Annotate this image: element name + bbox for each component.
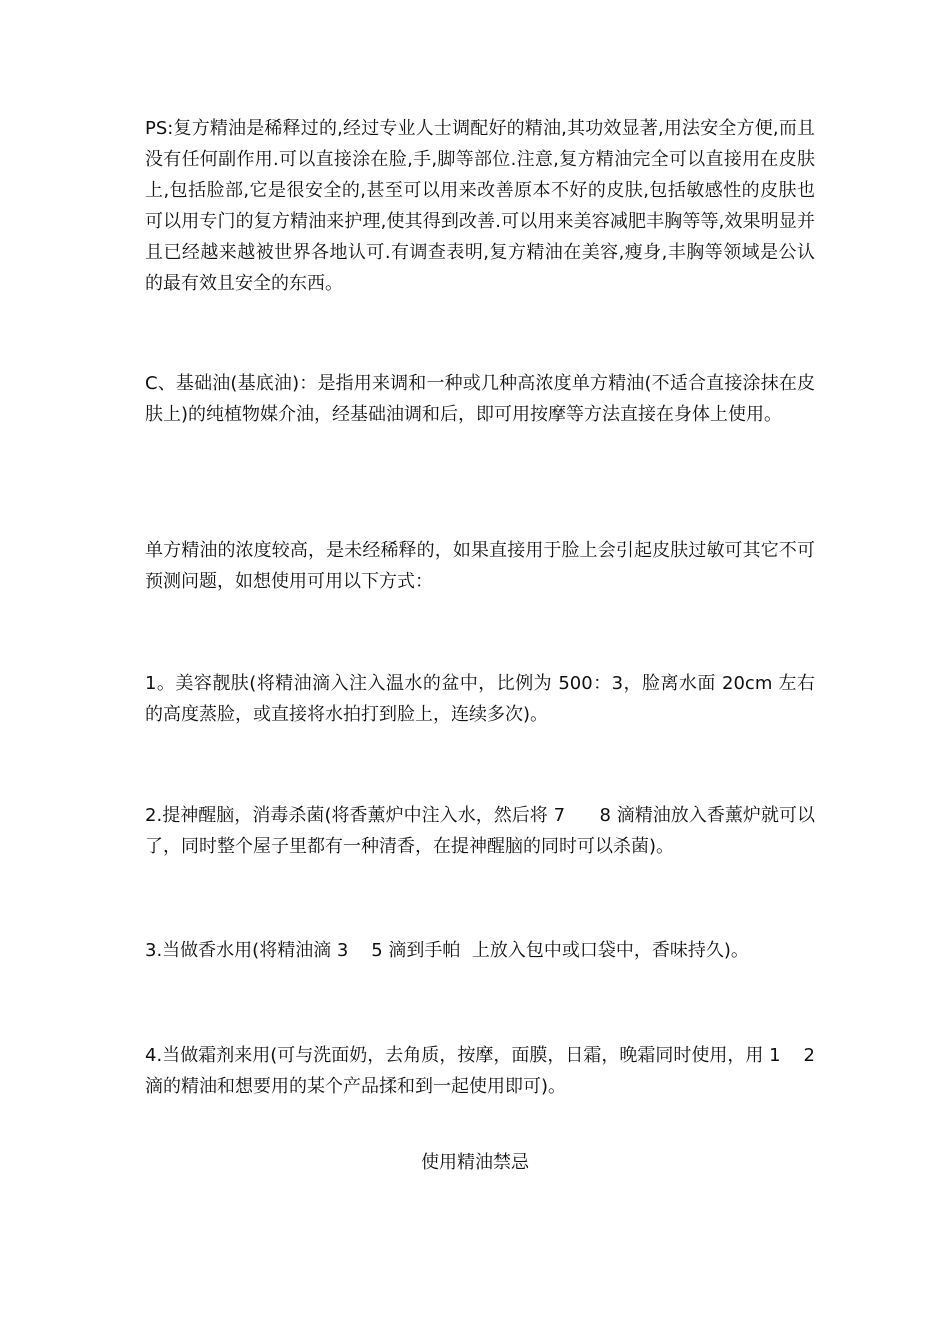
paragraph-compound-oil: PS:复方精油是稀释过的,经过专业人士调配好的精油,其功效显著,用法安全方便,而且没有任何副作用.可以直接涂在脸,手,脚等部位.注意,复方精油完全可以直接用在皮肤上,包括脸部,它是很安全的,甚至可以用来改善原本不好的皮肤,包括敏感性的皮肤也可以用专门的复方精油来护理,使其得到改善.可以用来美容减肥丰胸等等,效果明显并且已经越来越被世界各地认可.有调查表明,复方精油在美容,瘦身,丰胸等领域是公认的最有效且安全的东西。 <box>145 118 815 294</box>
list-item-refresh: 2.提神醒脑，消毒杀菌(将香薰炉中注入水，然后将 7 8 滴精油放入香薰炉就可以了，同时整个屋子里都有一种清香，在提神醒脑的同时可以杀菌)。 <box>145 805 815 857</box>
list-item-cream: 4.当做霜剂来用(可与洗面奶，去角质，按摩，面膜，日霜，晚霜同时使用，用 1 2 滴的精油和想要用的某个产品揉和到一起使用即可)。 <box>145 1045 821 1097</box>
section-heading: 使用精油禁忌 <box>421 1152 529 1173</box>
list-item-perfume: 3.当做香水用(将精油滴 3 5 滴到手帕 上放入包中或口袋中，香味持久)。 <box>145 940 749 961</box>
paragraph-base-oil: C、基础油(基底油)：是指用来调和一种或几种高浓度单方精油(不适合直接涂抹在皮肤上)的纯植物媒介油，经基础油调和后，即可用按摩等方法直接在身体上使用。 <box>145 373 815 425</box>
list-item-beauty: 1。美容靓肤(将精油滴入注入温水的盆中，比例为 500：3，脸离水面 20cm 左右的高度蒸脸，或直接将水拍打到脸上，连续多次)。 <box>145 673 815 725</box>
paragraph-single-oil-intro: 单方精油的浓度较高，是未经稀释的，如果直接用于脸上会引起皮肤过敏可其它不可预测问题，如想使用可用以下方式： <box>145 540 815 592</box>
